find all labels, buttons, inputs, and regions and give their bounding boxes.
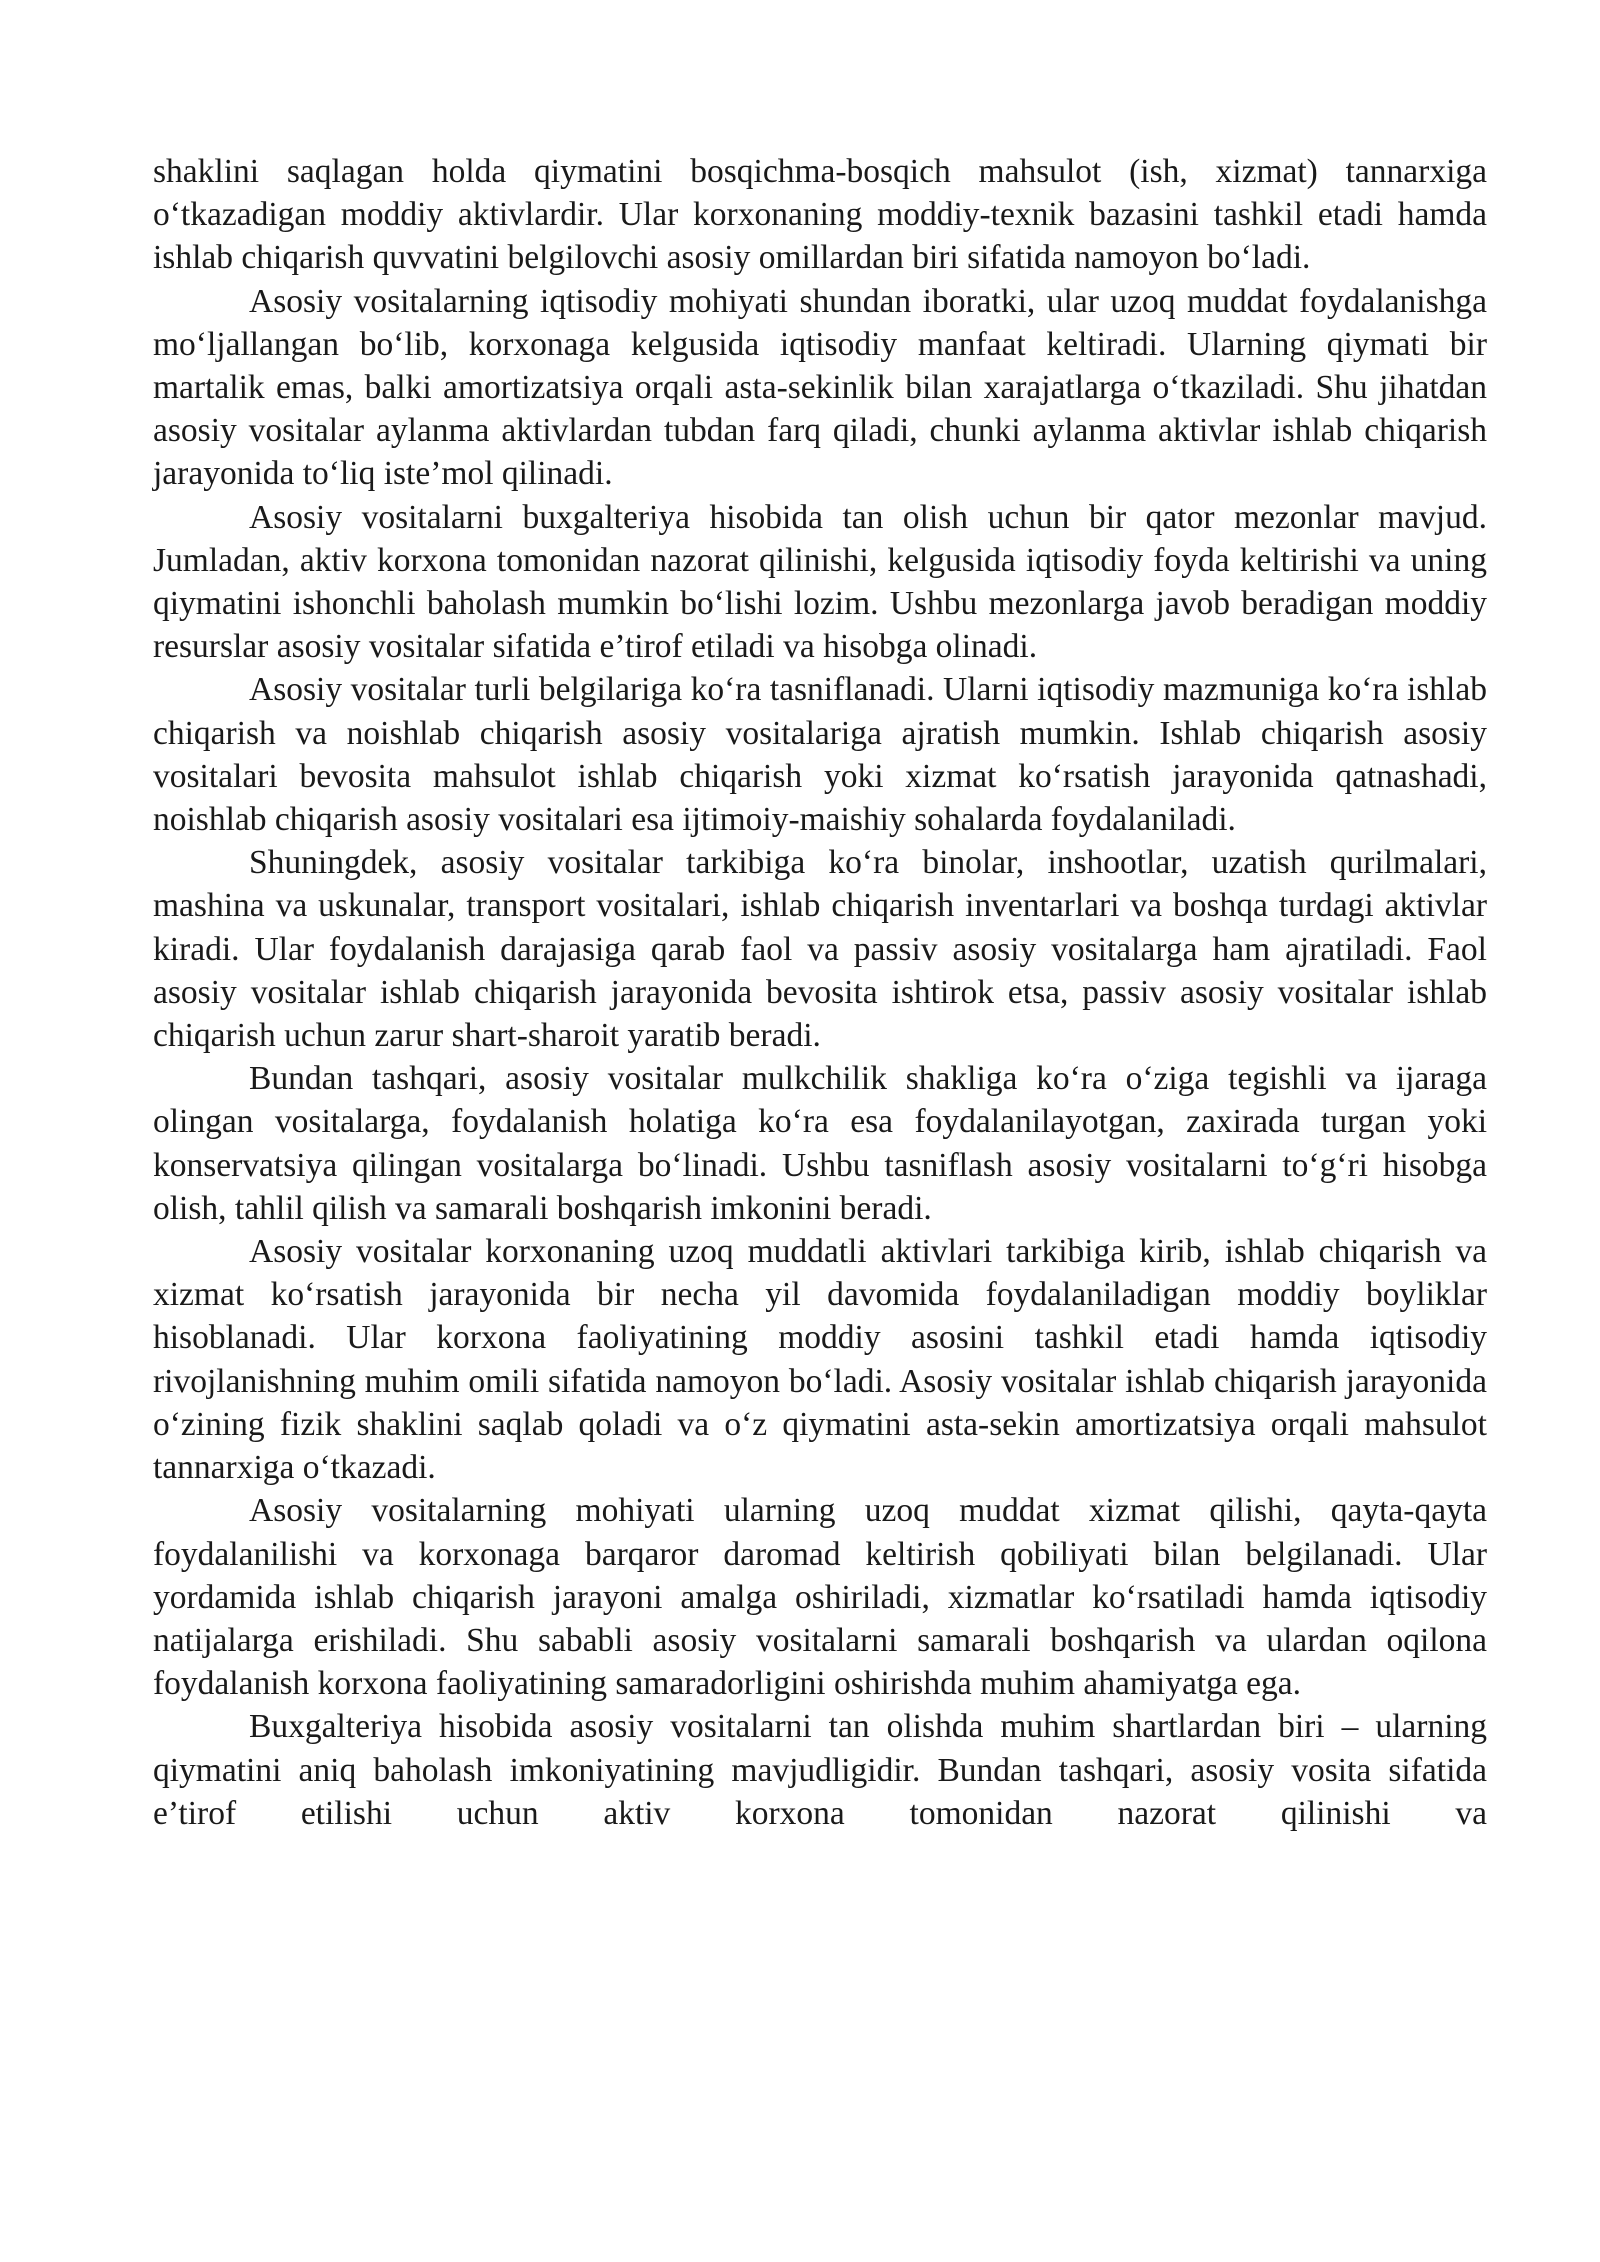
paragraph-3: Asosiy vositalarni buxgalteriya hisobida tan olish uchun bir qator mezonlar mavjud. Jumladan, aktiv korxona tomonidan nazorat qilinishi, kelgusida iqtisodiy foyda keltirishi va uning qiymatini ishonchli baholash mumkin bo‘lishi lozim. Ushbu mezonlarga javob beradigan moddiy resurslar asosiy vositalar sifatida e’tirof etiladi va hisobga olinadi.: [153, 498, 1487, 666]
paragraph-2: Asosiy vositalarning iqtisodiy mohiyati shundan iboratki, ular uzoq muddat foydalanishga mo‘ljallangan bo‘lib, korxonaga kelgusida iqtisodiy manfaat keltiradi. Ularning qiymati bir martalik emas, balki amortizatsiya orqali asta-sekinlik bilan xarajatlarga o‘tkaziladi. Shu jihatdan asosiy vositalar aylanma aktivlardan tubdan farq qiladi, chunki aylanma aktivlar ishlab chiqarish jarayonida to‘liq iste’mol qilinadi.: [153, 282, 1487, 493]
paragraph-1: shaklini saqlagan holda qiymatini bosqichma-bosqich mahsulot (ish, xizmat) tannarxiga o‘tkazadigan moddiy aktivlardir. Ular korxonaning moddiy-texnik bazasini tashkil etadi hamda ishlab chiqarish quvvatini belgilovchi asosiy omillardan biri sifatida namoyon bo‘ladi.: [153, 153, 1487, 277]
paragraph-4: Asosiy vositalar turli belgilariga ko‘ra tasniflanadi. Ularni iqtisodiy mazmuniga ko‘ra ishlab chiqarish va noishlab chiqarish asosiy vositalariga ajratish mumkin. Ishlab chiqarish asosiy vositalari bevosita mahsulot ishlab chiqarish yoki xizmat ko‘rsatish jarayonida qatnashadi, noishlab chiqarish asosiy vositalari esa ijtimoiy-maishiy sohalarda foydalaniladi.: [153, 671, 1487, 839]
paragraph-7: Asosiy vositalar korxonaning uzoq muddatli aktivlari tarkibiga kirib, ishlab chiqarish va xizmat ko‘rsatish jarayonida bir necha yil davomida foydalaniladigan moddiy boyliklar hisoblanadi. Ular korxona faoliyatining moddiy asosini tashkil etadi hamda iqtisodiy rivojlanishning muhim omili sifatida namoyon bo‘ladi. Asosiy vositalar ishlab chiqarish jarayonida o‘zining fizik shaklini saqlab qoladi va o‘z qiymatini asta-sekin amortizatsiya orqali mahsulot tannarxiga o‘tkazadi.: [153, 1233, 1487, 1487]
paragraph-8: Asosiy vositalarning mohiyati ularning uzoq muddat xizmat qilishi, qayta-qayta foydalanilishi va korxonaga barqaror daromad keltirish qobiliyati bilan belgilanadi. Ular yordamida ishlab chiqarish jarayoni amalga oshiriladi, xizmatlar ko‘rsatiladi hamda iqtisodiy natijalarga erishiladi. Shu sababli asosiy vositalarni samarali boshqarish va ulardan oqilona foydalanish korxona faoliyatining samaradorligini oshirishda muhim ahamiyatga ega.: [153, 1492, 1487, 1703]
paragraph-5: Shuningdek, asosiy vositalar tarkibiga ko‘ra binolar, inshootlar, uzatish qurilmalari, mashina va uskunalar, transport vositalari, ishlab chiqarish inventarlari va boshqa turdagi aktivlar kiradi. Ular foydalanish darajasiga qarab faol va passiv asosiy vositalarga ham ajratiladi. Faol asosiy vositalar ishlab chiqarish jarayonida bevosita ishtirok etsa, passiv asosiy vositalar ishlab chiqarish uchun zarur shart-sharoit yaratib beradi.: [153, 844, 1487, 1055]
document-page: [153, 150, 1487, 1835]
paragraph-9: Buxgalteriya hisobida asosiy vositalarni tan olishda muhim shartlardan biri – ularning qiymatini aniq baholash imkoniyatining mavjudligidir. Bundan tashqari, asosiy vosita sifatida e’tirof etilishi uchun aktiv korxona tomonidan nazorat qilinishi va: [153, 1708, 1487, 1832]
paragraph-6: Bundan tashqari, asosiy vositalar mulkchilik shakliga ko‘ra o‘ziga tegishli va ijaraga olingan vositalarga, foydalanish holatiga ko‘ra esa foydalanilayotgan, zaxirada turgan yoki konservatsiya qilingan vositalarga bo‘linadi. Ushbu tasniflash asosiy vositalarni to‘g‘ri hisobga olish, tahlil qilish va samarali boshqarish imkonini beradi.: [153, 1060, 1487, 1227]
